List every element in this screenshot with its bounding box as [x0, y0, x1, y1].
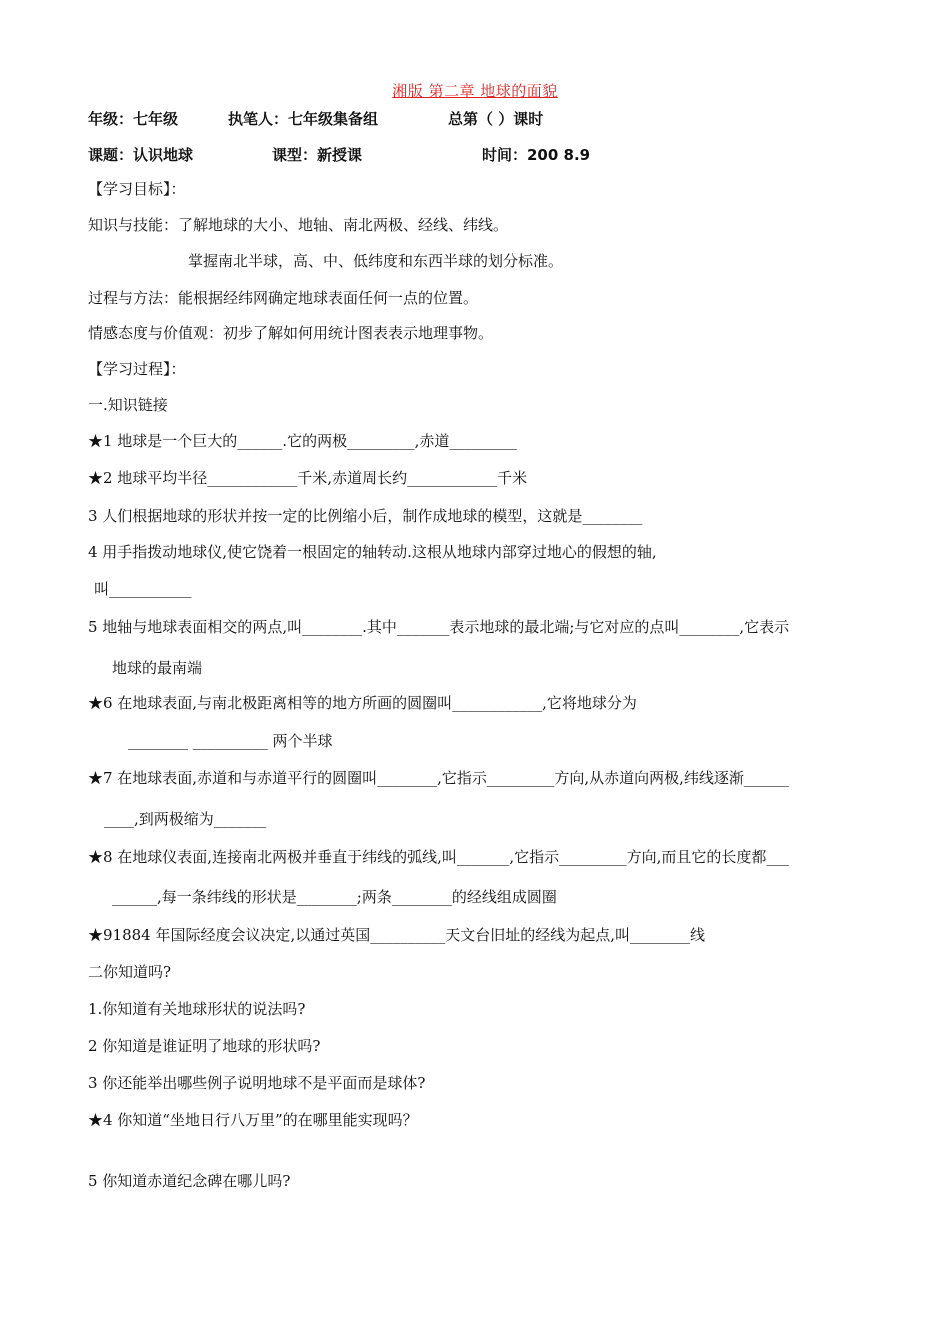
- author-label: 执笔人：七年级集备组: [228, 110, 379, 128]
- topic-label: 课题：认识地球: [88, 146, 194, 164]
- question-6: ★6 在地球表面,与南北极距离相等的地方所画的圆圈叫____________,它将地球分为: [88, 694, 637, 712]
- question-9: ★91884 年国际经度会议决定,以通过英国__________天文台旧址的经线为起点,叫________线: [88, 926, 706, 944]
- question-5-cont: 地球的最南端: [112, 659, 203, 677]
- grade-label: 年级：七年级: [88, 110, 179, 128]
- document-title: 湘版 第二章 地球的面貌: [392, 82, 558, 100]
- question-5: 5 地轴与地球表面相交的两点,叫________.其中_______表示地球的最北端;与它对应的点叫________,它表示: [88, 618, 790, 636]
- section-heading-objectives: 【学习目标】：: [88, 180, 186, 198]
- know-question-3: 3 你还能举出哪些例子说明地球不是平面而是球体?: [88, 1074, 426, 1092]
- know-question-1: 1.你知道有关地球形状的说法吗?: [88, 1000, 306, 1018]
- lesson-type-label: 课型：新授课: [272, 146, 363, 164]
- subsection-knowledge-link: 一.知识链接: [88, 396, 168, 414]
- question-6-cont: ________ __________ 两个半球: [128, 732, 333, 750]
- know-question-2: 2 你知道是谁证明了地球的形状吗?: [88, 1037, 321, 1055]
- question-7: ★7 在地球表面,赤道和与赤道平行的圆圈叫________,它指示_________方向,从赤道向两极,纬线逐渐______: [88, 769, 789, 787]
- question-3: 3 人们根据地球的形状并按一定的比例缩小后，制作成地球的模型，这就是________: [88, 507, 643, 525]
- question-8-cont: ______,每一条纬线的形状是________;两条________的经线组成圆圈: [112, 888, 557, 906]
- question-4-cont: 叫___________: [94, 580, 192, 598]
- question-8: ★8 在地球仪表面,连接南北两极并垂直于纬线的弧线,叫_______,它指示_________方向,而且它的长度都___: [88, 848, 789, 866]
- question-2: ★2 地球平均半径____________千米,赤道周长约____________千米: [88, 469, 528, 487]
- question-4: 4 用手指拨动地球仪,使它饶着一根固定的轴转动.这根从地球内部穿过地心的假想的轴,: [88, 543, 657, 561]
- know-question-4: ★4 你知道“坐地日行八万里”的在哪里能实现吗？: [88, 1111, 418, 1129]
- objective-knowledge-cont: 掌握南北半球，高、中、低纬度和东西半球的划分标准。: [188, 252, 564, 270]
- subsection-do-you-know: 二你知道吗?: [88, 963, 172, 981]
- objective-knowledge: 知识与技能：了解地球的大小、地轴、南北两极、经线、纬线。: [88, 216, 509, 234]
- time-label: 时间：200 8.9: [482, 146, 591, 164]
- know-question-5: 5 你知道赤道纪念碑在哪儿吗?: [88, 1172, 291, 1190]
- objective-attitude: 情感态度与价值观：初步了解如何用统计图表表示地理事物。: [88, 324, 494, 342]
- question-7-cont: ____,到两极缩为_______: [104, 810, 267, 828]
- section-heading-process: 【学习过程】：: [88, 360, 186, 378]
- objective-process: 过程与方法：能根据经纬网确定地球表面任何一点的位置。: [88, 289, 479, 307]
- period-label: 总第（ ）课时: [448, 110, 544, 128]
- question-1: ★1 地球是一个巨大的______.它的两极_________,赤道_________: [88, 432, 517, 450]
